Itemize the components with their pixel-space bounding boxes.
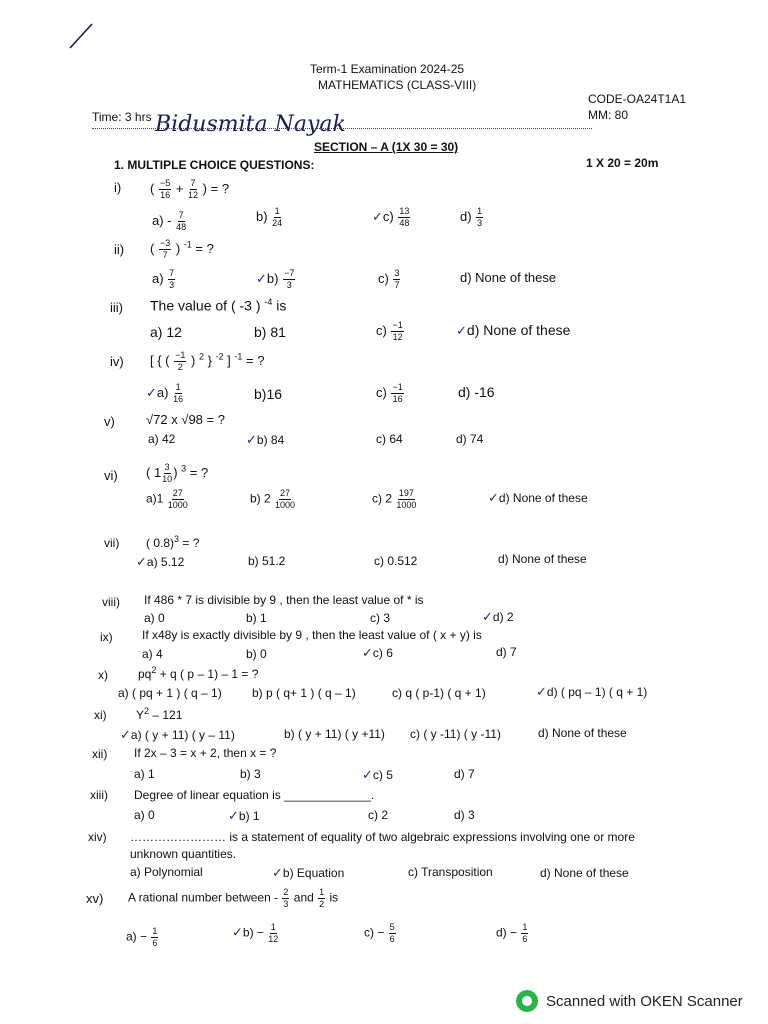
option-c: c) $\frac{-1}{12}$ <box>376 320 403 342</box>
option-b: b) 2 $\frac{27}{1000}$ <box>250 488 296 510</box>
option-c: c) q ( p-1) ( q + 1) <box>392 686 486 700</box>
question-text: A rational number between - $\frac{2}{3}$ and $\frac{1}{2}$ is <box>128 887 339 909</box>
option-a: a) 0 <box>134 808 155 822</box>
option-d: ✓d) None of these <box>456 322 571 338</box>
question-text: If 486 * 7 is divisible by 9 , then the least value of * is <box>144 593 424 607</box>
question-text: Degree of linear equation is _____________. <box>134 788 375 802</box>
option-d: d) 7 <box>496 645 517 659</box>
question-text: If x48y is exactly divisible by 9 , then the least value of ( x + y) is <box>142 628 482 642</box>
question-number: xiii) <box>90 788 108 802</box>
question-number: x) <box>98 668 108 682</box>
option-a: a) 4 <box>142 647 163 661</box>
question-text: ( $\frac{-3}{7}$ ) $^{-1}$ = ? <box>150 238 214 260</box>
mcq-heading: 1. MULTIPLE CHOICE QUESTIONS: <box>114 158 315 172</box>
option-b: b) 1 <box>246 611 267 625</box>
option-b: ✓b) − $\frac{1}{12}$ <box>232 922 279 944</box>
question-text: $pq^2 + q$ ( p – 1) – 1 = ? <box>138 665 259 681</box>
option-c: c) − $\frac{5}{6}$ <box>364 922 395 944</box>
question-text: ( $\frac{-5}{16}$ + $\frac{7}{12}$ ) = ? <box>150 178 230 200</box>
exam-title: Term-1 Examination 2024-25 <box>310 62 465 76</box>
option-b: ✓b) Equation <box>272 865 345 880</box>
option-d: d) 7 <box>454 767 475 781</box>
option-a: ✓a) ( y + 11) ( y – 11) <box>120 727 235 742</box>
paper-code: CODE-OA24T1A1 <box>588 92 687 106</box>
option-d: ✓d) 2 <box>482 609 514 624</box>
question-number: xiv) <box>88 830 107 844</box>
option-c: ✓c) 5 <box>362 767 393 782</box>
option-c: c) $\frac{3}{7}$ <box>378 268 400 290</box>
option-c: c) 3 <box>370 611 391 625</box>
option-b: b)16 <box>254 386 283 402</box>
option-a: a) − $\frac{1}{6}$ <box>126 926 158 948</box>
question-text: ( 1 $\frac{3}{10}$ ) $^3$ = ? <box>146 462 209 484</box>
option-d: d) − $\frac{1}{6}$ <box>496 922 528 944</box>
option-c: c) 2 $\frac{197}{1000}$ <box>372 488 417 510</box>
option-c: c) Transposition <box>408 865 493 879</box>
option-c: c) 2 <box>368 808 389 822</box>
option-c: c) 0.512 <box>374 554 418 568</box>
option-b: b) $\frac{1}{24}$ <box>256 206 283 228</box>
question-text-continued: unknown quantities. <box>130 847 237 861</box>
option-b: ✓b) 1 <box>228 808 260 823</box>
question-number: iv) <box>110 354 124 369</box>
question-number: vii) <box>104 536 120 550</box>
option-d: ✓d) ( pq – 1) ( q + 1) <box>536 684 648 699</box>
option-d: d) -16 <box>458 384 495 400</box>
option-d: d) None of these <box>460 270 557 285</box>
option-a: a) - $\frac{7}{48}$ <box>152 210 187 232</box>
option-a: a) 12 <box>150 324 182 340</box>
question-text: ( 0.8)$^3$ = ? <box>146 534 200 550</box>
question-number: ix) <box>100 630 113 644</box>
option-d: d) 3 <box>454 808 475 822</box>
question-number: iii) <box>110 300 123 315</box>
option-b: b) 51.2 <box>248 554 286 568</box>
pen-stroke <box>66 22 96 50</box>
question-number: xii) <box>92 747 108 761</box>
question-number: vi) <box>104 468 118 483</box>
option-a: a) 0 <box>144 611 165 625</box>
option-a: ✓a) 5.12 <box>136 554 185 569</box>
question-number: xv) <box>86 891 104 906</box>
question-text: If 2x – 3 = x + 2, then x = ? <box>134 746 277 760</box>
question-number: viii) <box>102 595 120 609</box>
option-d: ✓d) None of these <box>488 490 588 505</box>
option-c: c) $\frac{-1}{16}$ <box>376 382 403 404</box>
option-b: ✓b) $\frac{-7}{3}$ <box>256 268 295 290</box>
option-b: ✓b) 84 <box>246 432 285 447</box>
time-label: Time: 3 hrs <box>92 110 152 124</box>
option-c: ✓c) $\frac{13}{48}$ <box>372 206 410 228</box>
question-number: i) <box>114 180 122 195</box>
option-a: a)1 $\frac{27}{1000}$ <box>146 488 188 510</box>
option-b: b) p ( q+ 1 ) ( q – 1) <box>252 686 356 700</box>
question-number: ii) <box>114 242 125 257</box>
mcq-marks: 1 X 20 = 20m <box>586 156 659 170</box>
option-d: d) None of these <box>540 866 629 880</box>
option-a: ✓a) $\frac{1}{16}$ <box>146 382 184 404</box>
scanner-logo-icon <box>516 990 538 1012</box>
option-d: d) None of these <box>538 726 627 740</box>
question-text: [ { ( $\frac{-1}{2}$ ) $^2$ } $^{-2}$ ] $^{-1}$ = ? <box>150 350 265 372</box>
question-text: $Y^2 - 121$ <box>136 706 183 722</box>
question-text: The value of ( -3 ) $^{-4}$ is <box>150 297 287 314</box>
option-b: b) 3 <box>240 767 261 781</box>
option-a: a) 42 <box>148 432 176 446</box>
option-c: c) 64 <box>376 432 403 446</box>
scanner-text: Scanned with OKEN Scanner <box>546 992 743 1010</box>
question-number: v) <box>104 414 115 429</box>
student-name: Bidusmita Nayak <box>155 112 346 137</box>
question-number: xi) <box>94 708 107 722</box>
subject-title: MATHEMATICS (CLASS-VIII) <box>318 78 477 92</box>
option-d: d) 74 <box>456 432 484 446</box>
scanner-watermark <box>516 990 743 1012</box>
option-d: d) None of these <box>498 552 587 566</box>
option-a: a) ( pq + 1 ) ( q – 1) <box>118 686 222 700</box>
max-marks: MM: 80 <box>588 108 629 122</box>
option-a: a) $\frac{7}{3}$ <box>152 268 175 290</box>
option-b: b) 0 <box>246 647 267 661</box>
option-c: c) ( y -11) ( y -11) <box>410 727 501 741</box>
name-line <box>92 128 592 129</box>
question-text: …………………… is a statement of equality of two algebraic expressions involving one or more <box>130 830 635 844</box>
section-heading: SECTION – A (1X 30 = 30) <box>314 140 459 154</box>
option-b: b) 81 <box>254 324 286 340</box>
option-a: a) Polynomial <box>130 865 203 879</box>
option-b: b) ( y + 11) ( y +11) <box>284 727 385 741</box>
option-d: d) $\frac{1}{3}$ <box>460 206 483 228</box>
option-a: a) 1 <box>134 767 155 781</box>
question-text: √72 x √98 = ? <box>146 412 225 427</box>
option-c: ✓c) 6 <box>362 645 393 660</box>
